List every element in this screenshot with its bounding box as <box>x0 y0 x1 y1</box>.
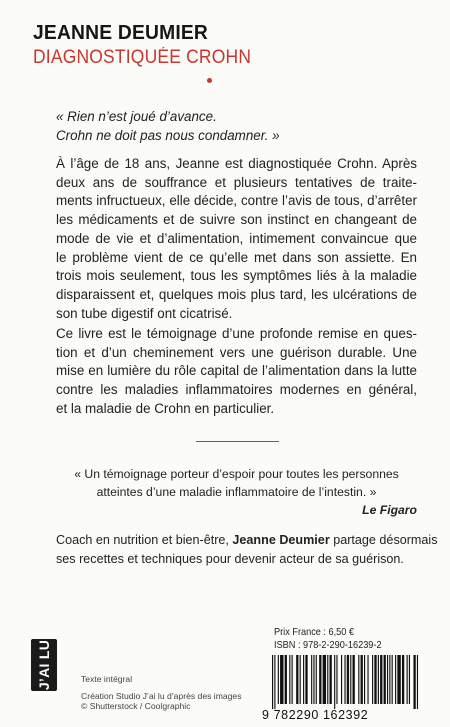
barcode-bar <box>336 655 337 704</box>
credits-line: Texte intégral <box>81 674 133 684</box>
red-dot-ornament <box>207 78 212 83</box>
paragraph-line: les médicaments et de suivre son instinct en changeant de <box>56 212 417 228</box>
paragraph-line: le problème vient de ce qu’elle met dans son assiette. En <box>56 249 417 265</box>
press-quote-line: atteintes d’une maladie inflammatoire de l’intestin. » <box>96 484 377 499</box>
press-quote <box>56 466 417 520</box>
barcode-bar <box>407 655 408 704</box>
barcode-bar <box>347 655 349 704</box>
credits-line: Création Studio J’ai lu d’après des images <box>81 690 242 701</box>
paragraph-line: son tube digestif ont cicatrisé. <box>56 305 233 321</box>
opening-quote <box>56 108 417 145</box>
barcode-bar <box>272 655 273 709</box>
barcode-bar <box>374 655 376 704</box>
barcode-bar <box>392 655 393 704</box>
barcode-bar <box>413 655 415 709</box>
paragraph-line: deux ans de souffrance et plusieurs tentatives de traite- <box>56 174 417 190</box>
barcode-bar <box>313 655 314 704</box>
author-bio-text: Coach en nutrition et bien-être, <box>56 533 233 547</box>
barcode-bar <box>378 655 379 704</box>
credits <box>81 674 242 712</box>
barcode-bar <box>361 655 363 704</box>
barcode-bar <box>397 655 400 704</box>
barcode-bar <box>327 655 328 704</box>
author-bio-line: ses recettes et techniques pour devenir acteur de sa guérison. <box>56 551 404 566</box>
barcode-bar <box>402 655 404 704</box>
barcode-bar <box>280 655 283 704</box>
author-bio <box>56 531 438 568</box>
paragraph-line: mise en lumière du rôle capital de l’alimentation dans la lutte <box>56 363 417 379</box>
barcode-bar <box>278 655 279 704</box>
barcode-bar <box>353 655 355 704</box>
opening-quote-line: « Rien n’est joué d’avance. <box>56 109 217 124</box>
paragraph-line: À l’âge de 18 ans, Jeanne est diagnostiquée Crohn. Après <box>56 156 417 171</box>
barcode-bar <box>311 655 312 704</box>
press-source: Le Figaro <box>362 503 417 517</box>
barcode-bar <box>305 655 307 704</box>
barcode-bar <box>274 655 275 709</box>
barcode-bar <box>292 655 293 704</box>
barcode-bar <box>372 655 373 704</box>
press-quote-line: « Un témoignage porteur d’espoir pour toutes les personnes <box>74 467 399 481</box>
barcode-bar <box>289 655 290 704</box>
summary-paragraph-1 <box>56 155 417 323</box>
barcode-bar <box>417 655 418 709</box>
barcode-bar <box>319 655 321 704</box>
barcode-bar <box>389 655 390 704</box>
barcode-bar <box>344 655 345 704</box>
price-label: Prix France : 6,50 € <box>274 627 355 638</box>
barcode-bar <box>350 655 351 704</box>
barcode-bar <box>316 655 317 704</box>
paragraph-line: contre les maladies inflammatoires modernes en général, <box>56 382 417 398</box>
paragraph-line: et la maladie de Crohn en particulier. <box>56 400 275 416</box>
author-bio-name: Jeanne Deumier <box>232 533 330 547</box>
opening-quote-line: Crohn ne doit pas nous condamner. » <box>56 127 280 143</box>
barcode-bar <box>323 655 326 704</box>
barcode-bar <box>358 655 359 704</box>
barcode-bar <box>387 655 388 704</box>
barcode-bar <box>367 655 368 704</box>
barcode-bar <box>296 655 298 704</box>
summary-paragraph-2 <box>56 325 417 419</box>
publisher-logo <box>31 639 57 691</box>
barcode-bar <box>330 655 332 704</box>
barcode-number: 9 782290 162392 <box>262 708 369 722</box>
author-bio-text: partage désormais <box>329 533 438 547</box>
paragraph-line: disparaissent et, quelques mois plus tard, les ulcérations de <box>56 286 417 302</box>
paragraph-line: trois mois seulement, tous les symptômes liés à la maladie <box>56 268 417 284</box>
author-name: JEANNE DEUMIER <box>33 21 209 44</box>
barcode-bar <box>334 655 335 709</box>
barcode-bar <box>300 655 301 704</box>
isbn-label: ISBN : 978-2-290-16239-2 <box>274 640 382 651</box>
author-bio-line <box>56 531 438 550</box>
barcode-bar <box>384 655 386 704</box>
paragraph-line: tion et d’un cheminement vers une guérison durable. Une <box>56 344 417 360</box>
barcode-bar <box>380 655 382 704</box>
barcode-image <box>268 655 422 709</box>
barcode-bar <box>303 655 304 704</box>
barcode-bar <box>285 655 287 704</box>
barcode-bar <box>409 655 410 704</box>
paragraph-line: ments infructueux, elle décide, contre l’avis de tous, d’arrêter <box>56 193 417 209</box>
barcode-bar <box>364 655 365 704</box>
paragraph-line: Ce livre est le témoignage d’une profonde remise en ques- <box>56 326 417 341</box>
book-subtitle: DIAGNOSTIQUÉE CROHN <box>33 47 252 68</box>
paragraph-line: mode de vie et d’alimentation, intimement convaincue que <box>56 230 417 246</box>
publisher-logo-text: J’AI LU <box>36 639 52 691</box>
barcode-bar <box>395 655 396 704</box>
credits-line: © Shutterstock / Coolgraphic <box>81 701 191 711</box>
barcode-bar <box>341 655 342 704</box>
section-divider <box>196 441 279 442</box>
